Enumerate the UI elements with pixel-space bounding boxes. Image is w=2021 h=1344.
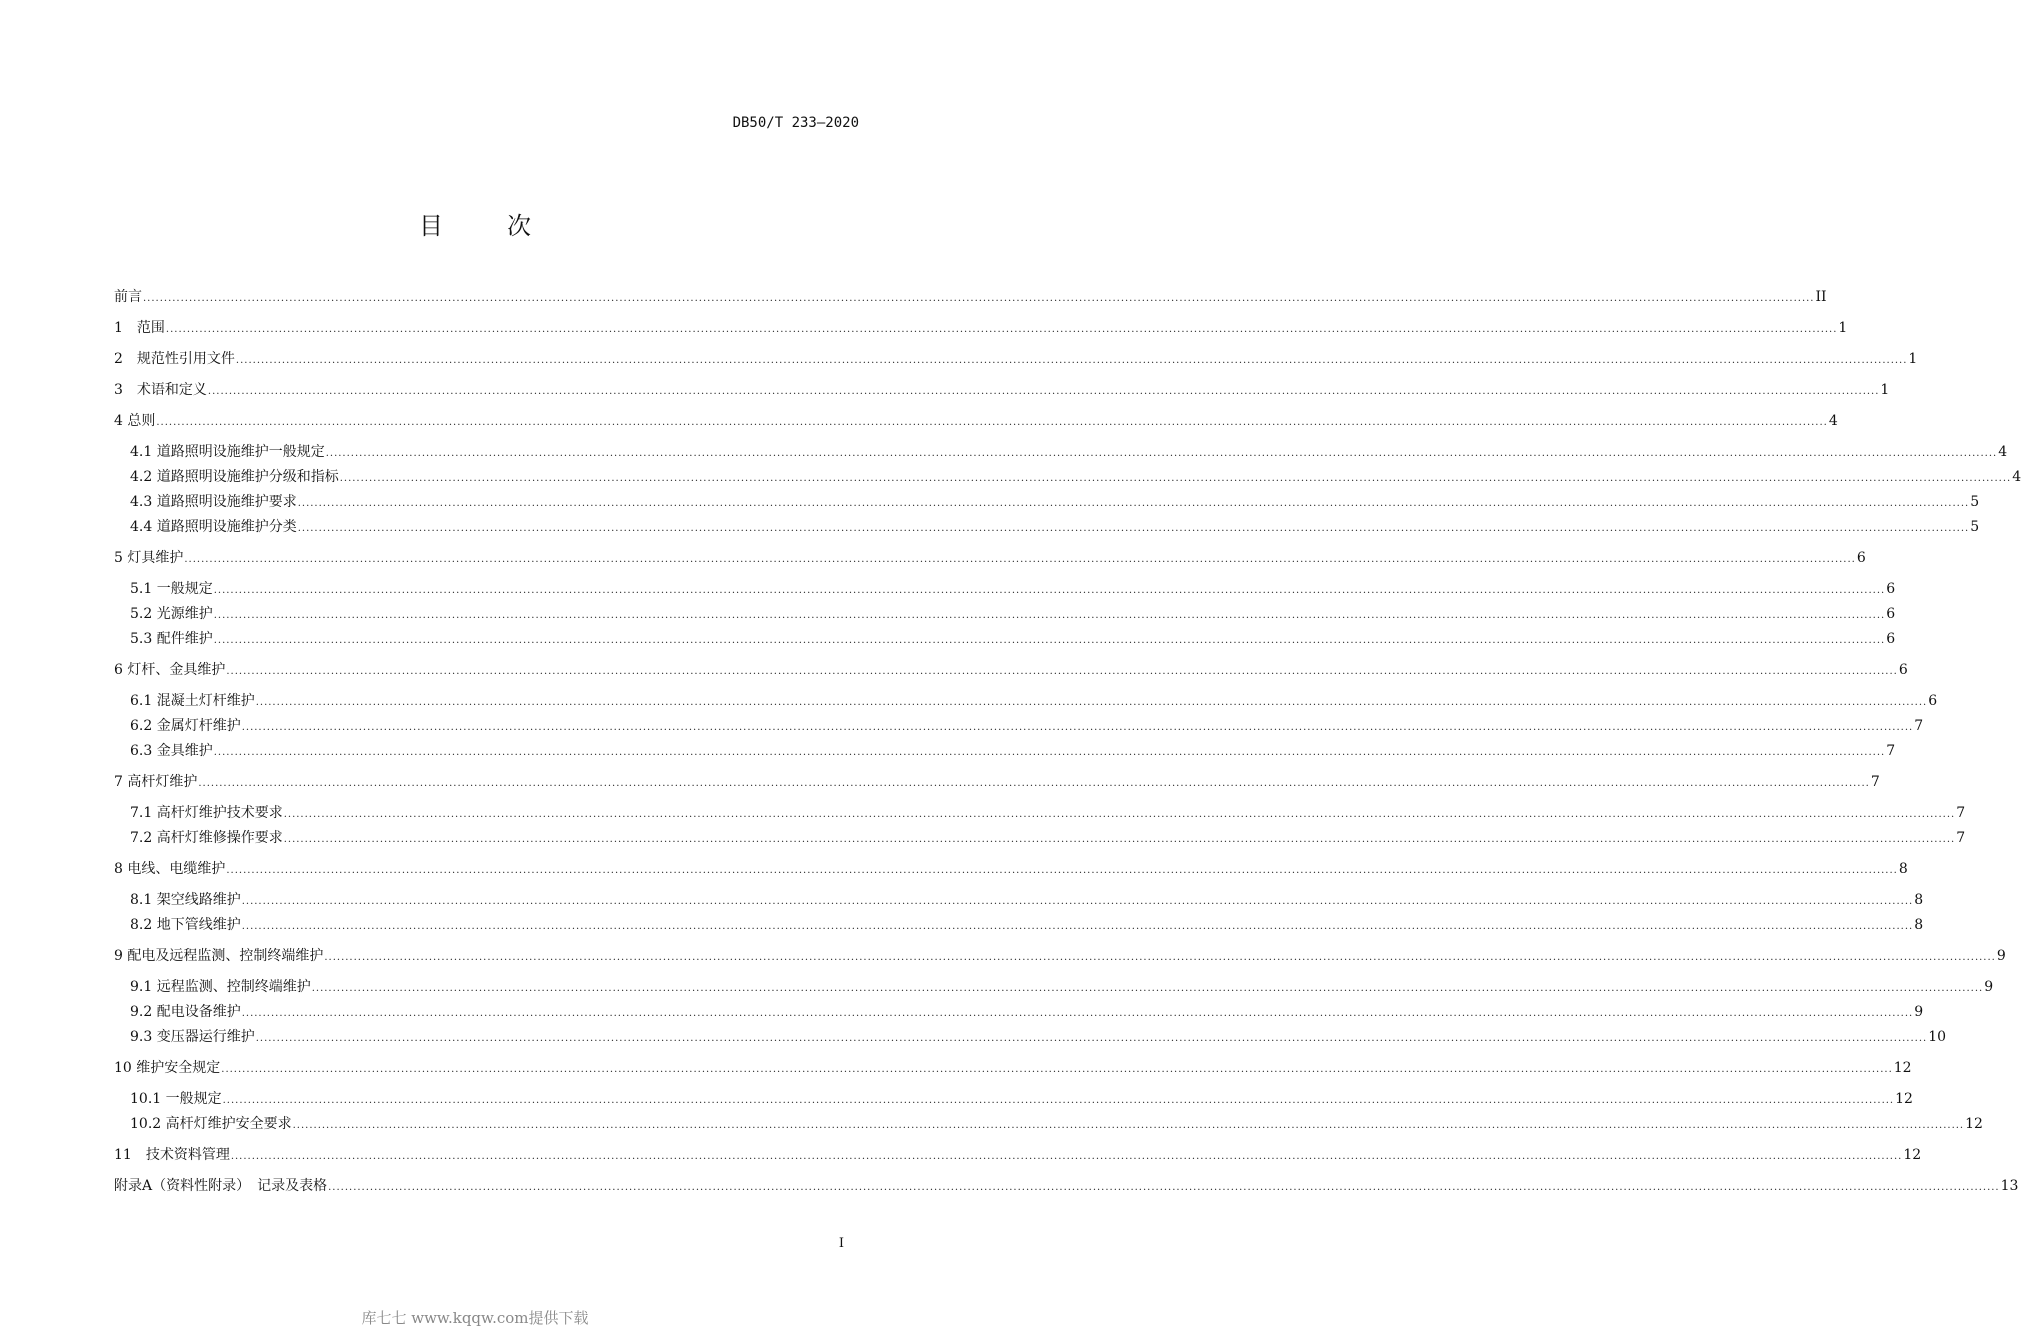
- dot-leader: ................................................................................................................................................................................................................................................................................................................................................................................................................: [156, 417, 1828, 428]
- toc-entry-page: 8: [1898, 861, 1908, 877]
- title-char-right: 次: [507, 212, 531, 240]
- toc-entry[interactable]: [114, 1174, 2019, 1199]
- toc-entry-page: 9: [1984, 979, 1994, 995]
- toc-entry-page: II: [1815, 289, 1827, 305]
- toc-entry[interactable]: [114, 1000, 1924, 1025]
- toc-entry-page: 1: [1908, 351, 1918, 367]
- toc-entry-label: 5.1 一般规定: [130, 581, 213, 597]
- toc-entry-label: 3 术语和定义: [114, 382, 207, 398]
- toc-entry-page: 7: [1870, 774, 1880, 790]
- dot-leader: ................................................................................................................................................................................................................................................................................................................................................................................................................: [226, 666, 1898, 677]
- dot-leader: ................................................................................................................................................................................................................................................................................................................................................................................................................: [241, 722, 1914, 733]
- toc-entry-page: 7: [1886, 743, 1896, 759]
- dot-leader: ................................................................................................................................................................................................................................................................................................................................................................................................................: [339, 473, 2012, 484]
- dot-leader: ................................................................................................................................................................................................................................................................................................................................................................................................................: [222, 1095, 1895, 1106]
- toc-entry-label: 9.1 远程监测、控制终端维护: [130, 979, 311, 995]
- page-title: [0, 206, 950, 241]
- dot-leader: ................................................................................................................................................................................................................................................................................................................................................................................................................: [213, 610, 1886, 621]
- toc-entry-page: 8: [1914, 892, 1924, 908]
- toc-entry-page: 8: [1914, 917, 1924, 933]
- watermark: 库七七 www.kqqw.com提供下载: [361, 1309, 589, 1327]
- dot-leader: ................................................................................................................................................................................................................................................................................................................................................................................................................: [143, 293, 1815, 304]
- dot-leader: ................................................................................................................................................................................................................................................................................................................................................................................................................: [255, 1033, 1928, 1044]
- toc-entry-label: 前言: [114, 289, 142, 305]
- toc-entry-page: 7: [1914, 718, 1924, 734]
- toc-entry-page: 6: [1928, 693, 1938, 709]
- toc-entry-label: 6 灯杆、金具维护: [114, 662, 226, 678]
- toc-entry[interactable]: [114, 826, 1966, 851]
- toc-entry[interactable]: [114, 739, 1896, 764]
- toc-entry[interactable]: [114, 515, 1980, 540]
- toc-entry-label: 8.2 地下管线维护: [130, 917, 241, 933]
- toc-entry-label: 5.2 光源维护: [130, 606, 213, 622]
- toc-entry-page: 6: [1898, 662, 1908, 678]
- toc-entry[interactable]: [114, 316, 1848, 341]
- dot-leader: ................................................................................................................................................................................................................................................................................................................................................................................................................: [226, 865, 1898, 876]
- toc-entry-page: 12: [1895, 1091, 1913, 1107]
- toc-entry[interactable]: [114, 602, 1896, 627]
- dot-leader: ................................................................................................................................................................................................................................................................................................................................................................................................................: [235, 355, 1908, 366]
- dot-leader: ................................................................................................................................................................................................................................................................................................................................................................................................................: [324, 952, 1996, 963]
- table-of-contents: [114, 285, 2021, 1199]
- page-number: I: [838, 1236, 844, 1251]
- dot-leader: ................................................................................................................................................................................................................................................................................................................................................................................................................: [241, 896, 1914, 907]
- toc-entry[interactable]: [114, 1112, 1983, 1137]
- toc-entry[interactable]: [114, 801, 1966, 826]
- toc-entry-label: 9 配电及远程监测、控制终端维护: [114, 948, 324, 964]
- toc-entry-label: 7 高杆灯维护: [114, 774, 198, 790]
- toc-entry-page: 4: [2012, 469, 2021, 485]
- toc-entry[interactable]: [114, 440, 2008, 465]
- toc-entry-page: 4: [1828, 413, 1838, 429]
- toc-entry[interactable]: [114, 378, 1890, 403]
- toc-entry-page: 12: [1893, 1060, 1912, 1076]
- toc-entry-label: 11 技术资料管理: [114, 1147, 230, 1163]
- dot-leader: ................................................................................................................................................................................................................................................................................................................................................................................................................: [230, 1151, 1903, 1162]
- toc-entry[interactable]: [114, 347, 1918, 372]
- toc-entry-page: 5: [1970, 494, 1980, 510]
- toc-entry[interactable]: [114, 944, 2006, 969]
- dot-leader: ................................................................................................................................................................................................................................................................................................................................................................................................................: [241, 921, 1914, 932]
- toc-entry-label: 6.3 金具维护: [130, 743, 213, 759]
- toc-entry-page: 7: [1956, 830, 1966, 846]
- dot-leader: ................................................................................................................................................................................................................................................................................................................................................................................................................: [255, 697, 1928, 708]
- toc-entry-page: 12: [1903, 1147, 1922, 1163]
- dot-leader: ................................................................................................................................................................................................................................................................................................................................................................................................................: [325, 448, 1998, 459]
- toc-entry-label: 2 规范性引用文件: [114, 351, 235, 367]
- dot-leader: ................................................................................................................................................................................................................................................................................................................................................................................................................: [241, 1008, 1914, 1019]
- toc-entry-page: 9: [1996, 948, 2006, 964]
- toc-entry-label: 10 维护安全规定: [114, 1060, 221, 1076]
- toc-entry-page: 5: [1970, 519, 1980, 535]
- toc-entry-label: 5 灯具维护: [114, 550, 184, 566]
- toc-entry[interactable]: [114, 1025, 1947, 1050]
- toc-entry-page: 10: [1928, 1029, 1947, 1045]
- toc-entry[interactable]: [114, 627, 1896, 652]
- toc-entry[interactable]: [114, 714, 1924, 739]
- toc-entry[interactable]: [114, 1143, 1922, 1168]
- dot-leader: ................................................................................................................................................................................................................................................................................................................................................................................................................: [221, 1064, 1893, 1075]
- toc-entry-label: 10.1 一般规定: [130, 1091, 222, 1107]
- toc-entry[interactable]: [114, 888, 1924, 913]
- toc-entry-label: 4.4 道路照明设施维护分类: [130, 519, 297, 535]
- toc-entry[interactable]: [114, 689, 1938, 714]
- dot-leader: ................................................................................................................................................................................................................................................................................................................................................................................................................: [297, 498, 1970, 509]
- dot-leader: ................................................................................................................................................................................................................................................................................................................................................................................................................: [292, 1120, 1965, 1131]
- toc-entry[interactable]: [114, 546, 1866, 571]
- toc-entry[interactable]: [114, 285, 1827, 310]
- toc-entry[interactable]: [114, 465, 2021, 490]
- toc-entry-label: 9.3 变压器运行维护: [130, 1029, 255, 1045]
- dot-leader: ................................................................................................................................................................................................................................................................................................................................................................................................................: [297, 523, 1970, 534]
- dot-leader: ................................................................................................................................................................................................................................................................................................................................................................................................................: [213, 747, 1886, 758]
- toc-entry[interactable]: [114, 409, 1838, 434]
- toc-entry-page: 12: [1965, 1116, 1983, 1132]
- dot-leader: ................................................................................................................................................................................................................................................................................................................................................................................................................: [328, 1182, 2000, 1193]
- toc-entry-label: 4.1 道路照明设施维护一般规定: [130, 444, 325, 460]
- toc-entry-page: 1: [1880, 382, 1890, 398]
- toc-entry-label: 8 电线、电缆维护: [114, 861, 226, 877]
- dot-leader: ................................................................................................................................................................................................................................................................................................................................................................................................................: [198, 778, 1870, 789]
- toc-entry[interactable]: [114, 913, 1924, 938]
- toc-entry-label: 10.2 高杆灯维护安全要求: [130, 1116, 292, 1132]
- dot-leader: ................................................................................................................................................................................................................................................................................................................................................................................................................: [165, 324, 1838, 335]
- document-number: DB50/T 233—2020: [732, 115, 859, 131]
- toc-entry-page: 1: [1838, 320, 1848, 336]
- toc-entry-label: 9.2 配电设备维护: [130, 1004, 241, 1020]
- toc-entry-label: 附录A（资料性附录） 记录及表格: [114, 1178, 328, 1194]
- dot-leader: ................................................................................................................................................................................................................................................................................................................................................................................................................: [283, 834, 1956, 845]
- toc-entry-page: 13: [2000, 1178, 2019, 1194]
- toc-entry-page: 4: [1998, 444, 2008, 460]
- toc-entry[interactable]: [114, 1056, 1912, 1081]
- toc-entry-label: 6.1 混凝土灯杆维护: [130, 693, 255, 709]
- toc-entry[interactable]: [114, 1087, 1913, 1112]
- toc-entry[interactable]: [114, 975, 1994, 1000]
- toc-entry-label: 7.1 高杆灯维护技术要求: [130, 805, 283, 821]
- dot-leader: ................................................................................................................................................................................................................................................................................................................................................................................................................: [283, 809, 1956, 820]
- toc-entry-page: 6: [1886, 631, 1896, 647]
- toc-entry-page: 9: [1914, 1004, 1924, 1020]
- dot-leader: ................................................................................................................................................................................................................................................................................................................................................................................................................: [207, 386, 1880, 397]
- toc-entry-label: 5.3 配件维护: [130, 631, 213, 647]
- toc-entry[interactable]: [114, 770, 1880, 795]
- toc-entry-label: 4.2 道路照明设施维护分级和指标: [130, 469, 339, 485]
- toc-entry-page: 7: [1956, 805, 1966, 821]
- toc-entry-label: 6.2 金属灯杆维护: [130, 718, 241, 734]
- toc-entry-label: 8.1 架空线路维护: [130, 892, 241, 908]
- toc-entry-page: 6: [1886, 606, 1896, 622]
- dot-leader: ................................................................................................................................................................................................................................................................................................................................................................................................................: [213, 585, 1886, 596]
- toc-entry-page: 6: [1856, 550, 1866, 566]
- toc-entry-label: 1 范围: [114, 320, 165, 336]
- toc-entry[interactable]: [114, 658, 1908, 683]
- toc-entry-label: 7.2 高杆灯维修操作要求: [130, 830, 283, 846]
- toc-entry-label: 4 总则: [114, 413, 156, 429]
- dot-leader: ................................................................................................................................................................................................................................................................................................................................................................................................................: [213, 635, 1886, 646]
- dot-leader: ................................................................................................................................................................................................................................................................................................................................................................................................................: [184, 554, 1856, 565]
- toc-entry-label: 4.3 道路照明设施维护要求: [130, 494, 297, 510]
- toc-entry[interactable]: [114, 490, 1980, 515]
- toc-entry[interactable]: [114, 857, 1908, 882]
- toc-entry-page: 6: [1886, 581, 1896, 597]
- dot-leader: ................................................................................................................................................................................................................................................................................................................................................................................................................: [311, 983, 1984, 994]
- toc-entry[interactable]: [114, 577, 1896, 602]
- title-char-left: 目: [419, 212, 443, 240]
